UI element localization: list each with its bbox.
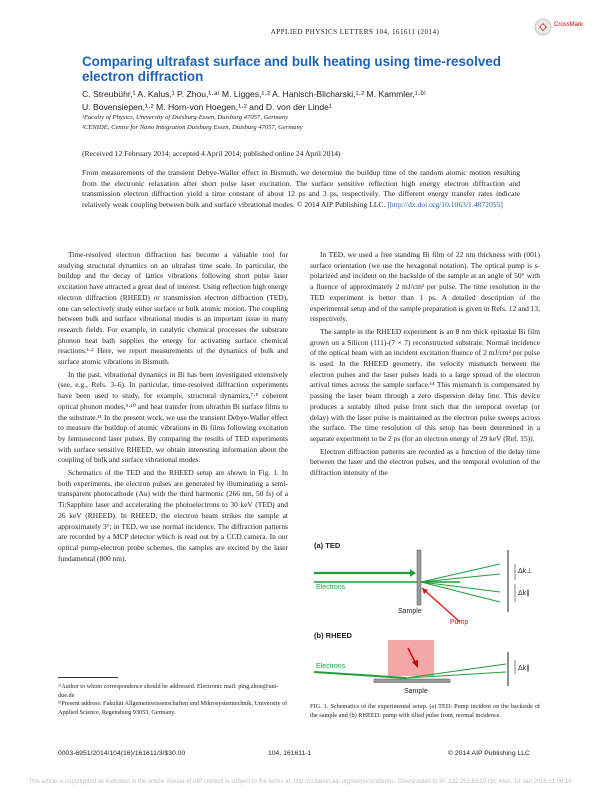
footnote-a: ᵃ⁾Author to whom correspondence should be addressed. Electronic mail: ping.zhou@uni-due.de	[58, 683, 279, 699]
crossmark-badge[interactable]	[534, 16, 584, 38]
electrons-label-a: Electrons	[316, 584, 346, 591]
author-list	[82, 88, 522, 113]
paragraph: Schematics of the TED and the RHEED setup are shown in Fig. 1. In both experiments, the electron pulses are generated by illuminating a semi-transparent photocathode (Au) with the third harmonic (266 nm, 50 fs) of a Ti:Sapphire laser and accelerating the photoelectrons to 30 keV (TED) and 26 keV (RHEED). In RHEED, the electron beam strikes the sample at approximately 3°; in TED, we use normal incidence. The diffraction patterns are recorded by a MCP detector which is read out by a CCD camera. In our optical pump-electron probe schemes, the samples are excited by the laser fundamental (800 nm).	[58, 468, 288, 563]
doi-link[interactable]: [http://dx.doi.org/10.1063/1.4872055]	[387, 199, 503, 209]
paragraph: The sample in the RHEED experiment is an 8 nm thick epitaxial Bi film grown on a Silicon (111)-(7 × 7) reconstructed substrate. Normal incidence of the optical beam with an incident excitation fluence of 2 mJ/cm² per pulse is used. In the RHEED geometry, the velocity mismatch between the electron pulses and the laser pulses leads to a large spread of the electron arrival times across the sample surface.¹⁴ This mismatch is compensated by passing the laser beam through a zero dispersion delay line. This device produces a suitably tilted pulse front such that the temporal overlap (or delay) with the laser pulse is maintained as the electron pulse sweeps across the surface. The time resolution of this setup has been determined in a separate experiment to be 2 ps (for an electron energy of 29 keV (Ref. 15)).	[310, 326, 540, 443]
paragraph: Electron diffraction patterns are recorded as a function of the delay time between the laser and the electron pulses, and the temporal evolution of the diffraction intensity of the	[310, 446, 540, 478]
figure-1	[310, 540, 542, 698]
abstract	[82, 168, 520, 210]
footnotes	[58, 683, 290, 717]
sample-label-a: Sample	[398, 608, 422, 615]
sample-rheed	[374, 679, 450, 683]
copyright-notice: © 2014 AIP Publishing LLC.	[296, 199, 386, 209]
electrons-label-b: Electrons	[316, 663, 346, 670]
affiliation-2: ²CENIDE, Centre for Nano Integration Duisburg Essen, Duisburg 47057, Germany	[82, 124, 303, 131]
issn-line: 0003-6951/2014/104(16)/161611/3/$30.00	[58, 750, 186, 757]
sample-ted	[417, 550, 421, 605]
electron-arrow-ted	[410, 569, 416, 577]
received-dates: (Received 12 February 2014; accepted 4 April 2014; published online 24 April 2014)	[82, 149, 341, 158]
dk-par-label-b: Δk∥	[518, 665, 530, 672]
paragraph: Time-resolved electron diffraction has become a valuable tool for studying structural dynamics on an ultrafast time scale. In particular, the buildup and the decay of lattice vibrations following short pulse laser excitation have attracted a great deal of interest. Using reflection high energy electron diffraction (RHEED) or transmission electron diffraction (TED), one can selectively study either surface or bulk atomic motion. The coupling between bulk and surface vibrational modes is an important issue in many research fields. For example, in catalytic chemical processes the substrate phonon heat bath supplies the energy for activating surface chemical reactions.¹·² Here, we report measurements of the dynamics of bulk and surface atomic vibrations in Bismuth.	[58, 250, 288, 367]
publisher-copyright: © 2014 AIP Publishing LLC	[448, 750, 530, 757]
pump-beam	[422, 588, 460, 622]
dk-perp-label: Δk⊥	[518, 568, 533, 575]
crossmark-label: CrossMark	[554, 22, 584, 28]
pump-beam-rheed	[388, 640, 434, 676]
sample-label-b: Sample	[404, 688, 428, 695]
column-left	[58, 250, 288, 564]
footnote-b: ᵇ⁾Present address: Fakultät Allgemeinwissenschaften und Mikrosystemtechnik, University of Applied Science, Regensburg 93053, Germany.	[58, 700, 288, 716]
figure-label-b: (b) RHEED	[314, 631, 352, 640]
column-right	[310, 250, 540, 479]
abstract-text: From measurements of the transient Debye-Waller effect in Bismuth, we determine the buildup time of the random atomic motion resulting from the electronic relaxation after short pulse laser excitation. The surface sensitive reflection high energy electron diffraction and transmission electron diffraction yield a time constant of about 12 ps and 3 ps, respectively. The different energy transfer rates indicate relatively weak coupling between bulk and surface vibrational modes.	[82, 168, 520, 209]
authors-line-2: U. Bovensiepen,¹·² M. Horn-von Hoegen,¹·² and D. von der Linde¹	[82, 101, 332, 112]
diffracted-beam-3	[421, 582, 500, 592]
page-number: 104, 161611-1	[268, 750, 312, 757]
figure-label-a: (a) TED	[314, 541, 341, 550]
figure-caption: FIG. 1. Schematics of the experimental setup. (a) TED: Pump incident on the backside of the sample and (b) RHEED: pump with tilted pulse front, normal incidence.	[310, 703, 540, 719]
affiliation-1: ¹Faculty of Physics, University of Duisburg-Essen, Duisburg 47057, Germany	[82, 114, 289, 121]
paper-title: Comparing ultrafast surface and bulk heating using time-resolved electron diffraction	[82, 54, 501, 84]
diffracted-beam-1	[421, 564, 500, 582]
pump-label: Pump	[450, 619, 469, 626]
paragraph: In TED, we used a free standing Bi film of 22 nm thickness with (001) surface orientation (we use the hexagonal notation). The optical pump is s-polarized and incident on the backside of the sample at an angle of 50° with a fluence of approximately 2 mJ/cm² per pulse. The time resolution in the TED experiment is better than 1 ps. A detailed description of the experimental setup and of the sample preparation is given in Refs. 12 and 13, respectively.	[310, 250, 540, 324]
diffracted-beam-2	[421, 574, 500, 582]
authors-line-1: C. Streubühr,¹ A. Kalus,¹ P. Zhou,¹·ᵃ⁾ M. Ligges,¹·² A. Hanisch-Blicharski,¹·² M. Kammler,¹·ᵇ⁾	[82, 89, 426, 99]
paragraph: In the past, vibrational dynamics in Bi has been investigated extensively (see, e.g., Refs. 3–6). In particular, time-resolved diffraction experiments have been used to study, for example, structural dynamics,⁷·⁸ coherent optical phonon modes,⁹·¹⁰ and heat transfer from ultrathin Bi surface films to the substrate.¹¹ In the present work, we use the transient Debye-Waller effect to measure the buildup of atomic vibrations in Bi films following excitation by femtosecond laser pulses. By comparing the results of TED experiments with surface sensitive RHEED, we obtain interesting information about the coupling of bulk and surface vibrational modes.	[58, 369, 288, 465]
diffracted-beam-4	[421, 582, 500, 602]
journal-header: APPLIED PHYSICS LETTERS 104, 161611 (2014)	[270, 28, 440, 36]
footnote-rule	[58, 677, 118, 678]
dk-par-label-a: Δk∥	[518, 590, 530, 597]
download-notice: This article is copyrighted as indicated in the article. Reuse of AIP content is subject to the terms at: http://scitation.aip.org/termsconditions. Downloaded to IP: 132.252.63.Ol On: Mon, 19 Jan 2015 11:06:16	[28, 779, 572, 785]
